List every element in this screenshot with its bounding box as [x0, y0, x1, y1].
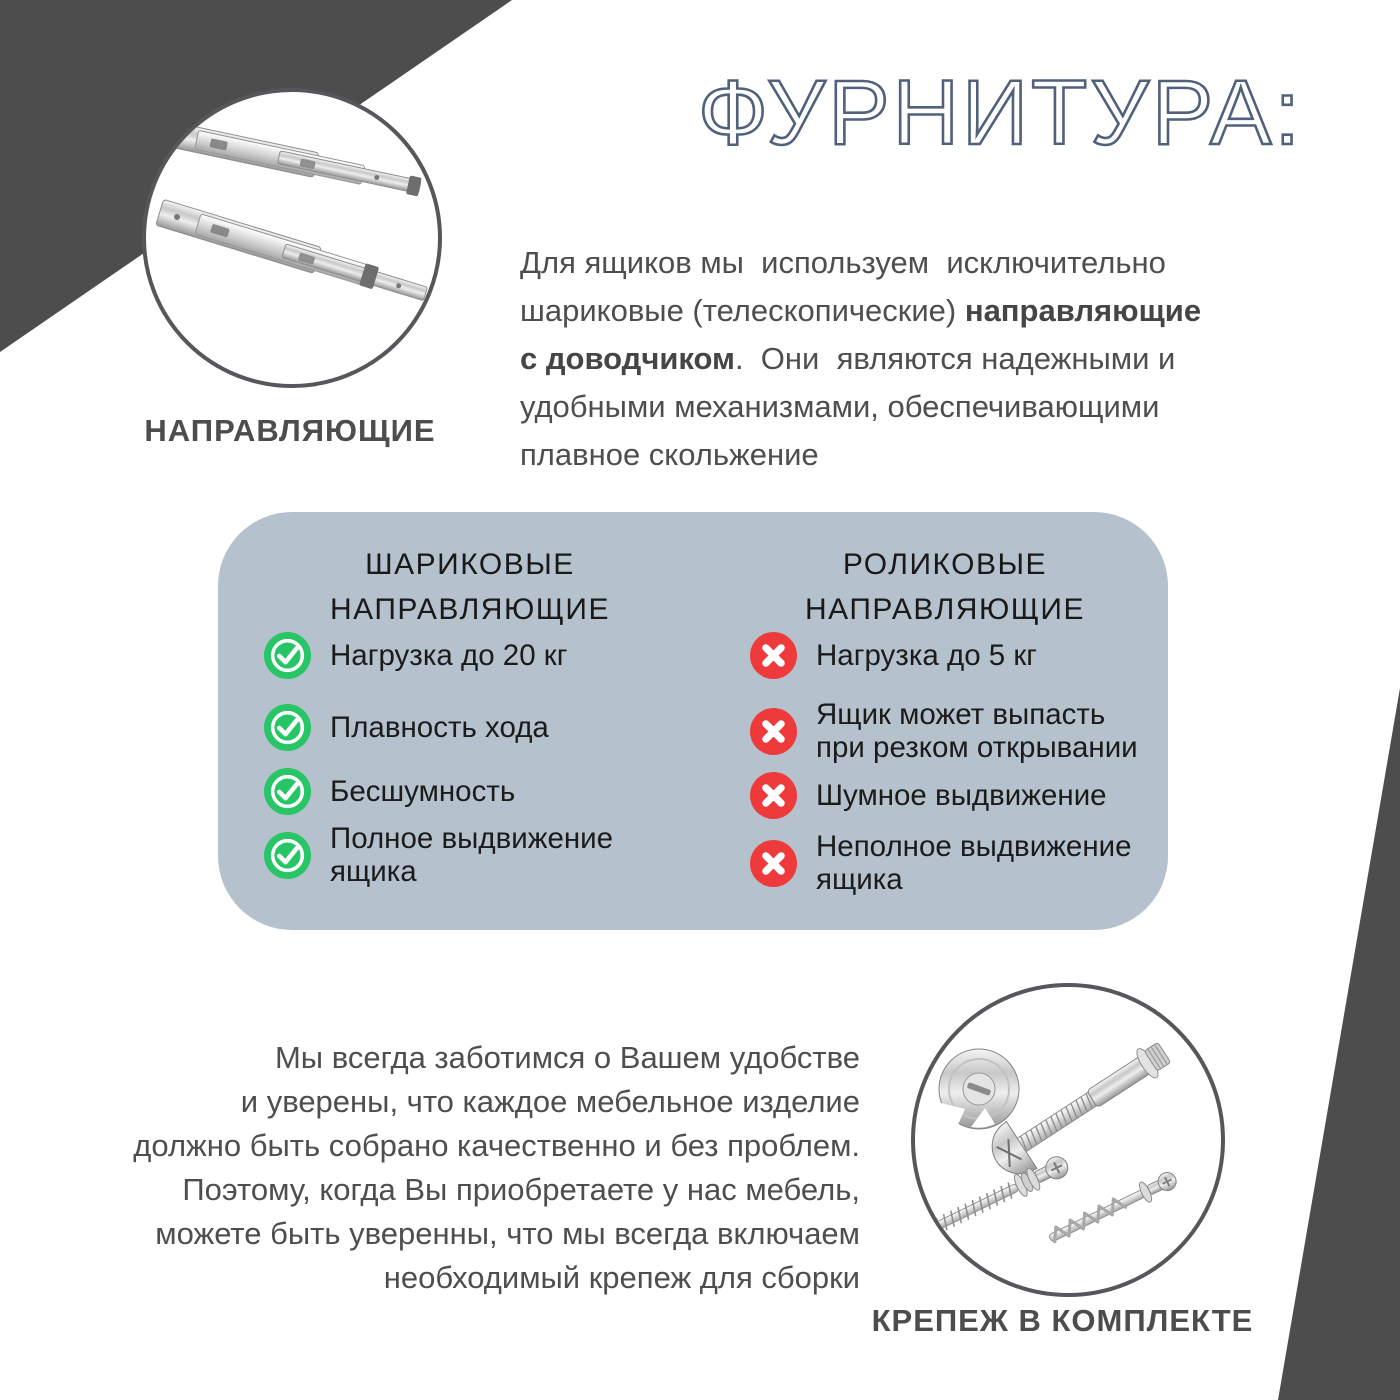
footer-line: Мы всегда заботимся о Вашем удобстве [274, 1040, 860, 1075]
drawer-slides-illustration [146, 92, 438, 384]
check-circle-icon [264, 768, 311, 815]
feature-label: Плавность хода [330, 711, 549, 744]
intro-line: Для ящиков мы используем исключительно [520, 245, 1166, 280]
fasteners-photo [911, 983, 1225, 1297]
feature-label: Полное выдвижение ящика [330, 822, 614, 888]
cross-circle-icon [750, 708, 797, 755]
list-item [264, 768, 640, 815]
roller-slides-column-header: РОЛИКОВЫЕ НАПРАВЛЯЮЩИЕ [805, 548, 1085, 626]
drawer-slide-top [157, 120, 422, 200]
cross-circle-icon [750, 632, 797, 679]
footer-line: должно быть собрано качественно и без проблем. [133, 1128, 860, 1163]
assembly-paragraph [40, 1036, 860, 1300]
cam-lock [939, 1049, 1019, 1129]
cross-circle-icon [750, 840, 797, 887]
intro-line: плавное скольжение [520, 437, 819, 472]
feature-label: Шумное выдвижение [816, 779, 1107, 812]
euro-screw-right [1045, 1168, 1180, 1249]
page-title: ФУРНИТУРА: [698, 62, 1303, 164]
euro-screw-left [924, 1152, 1072, 1241]
check-circle-icon [264, 704, 311, 751]
list-item [750, 772, 1161, 819]
list-item [750, 830, 1161, 896]
list-item [264, 822, 640, 888]
drawer-slides-photo [142, 88, 442, 388]
footer-line: и уверены, что каждое мебельное изделие [240, 1084, 860, 1119]
footer-line: Поэтому, когда Вы приобретаете у нас мебель, [182, 1172, 860, 1207]
fasteners-illustration [915, 987, 1221, 1293]
check-circle-icon [264, 632, 311, 679]
ball-slides-column-header: ШАРИКОВЫЕ НАПРАВЛЯЮЩИЕ [330, 548, 610, 626]
feature-label: Нагрузка до 20 кг [330, 639, 568, 672]
cross-circle-icon [750, 772, 797, 819]
footer-line: необходимый крепеж для сборки [383, 1260, 860, 1295]
bottom-right-corner-shape [1278, 688, 1400, 1400]
intro-line: удобными механизмами, обеспечивающими [520, 389, 1160, 424]
intro-paragraph [520, 239, 1240, 479]
list-item [264, 632, 640, 679]
list-item [750, 632, 1161, 679]
check-circle-icon [264, 832, 311, 879]
list-item [264, 704, 640, 751]
footer-line: можете быть уверенны, что мы всегда включаем [155, 1216, 860, 1251]
intro-line: с доводчиком. Они являются надежными и [520, 341, 1176, 376]
list-item [750, 698, 1161, 764]
comparison-panel [218, 512, 1168, 930]
intro-line: шариковые (телескопические) направляющие [520, 293, 1202, 328]
feature-label: Бесшумность [330, 775, 516, 808]
feature-label: Ящик может выпасть при резком открывании [816, 698, 1138, 764]
drawer-slide-bottom [156, 199, 430, 306]
feature-label: Нагрузка до 5 кг [816, 639, 1038, 672]
fasteners-caption: КРЕПЕЖ В КОМПЛЕКТЕ [871, 1303, 1254, 1338]
drawer-slides-caption: НАПРАВЛЯЮЩИЕ [144, 413, 436, 448]
feature-label: Неполное выдвижение ящика [816, 830, 1132, 896]
